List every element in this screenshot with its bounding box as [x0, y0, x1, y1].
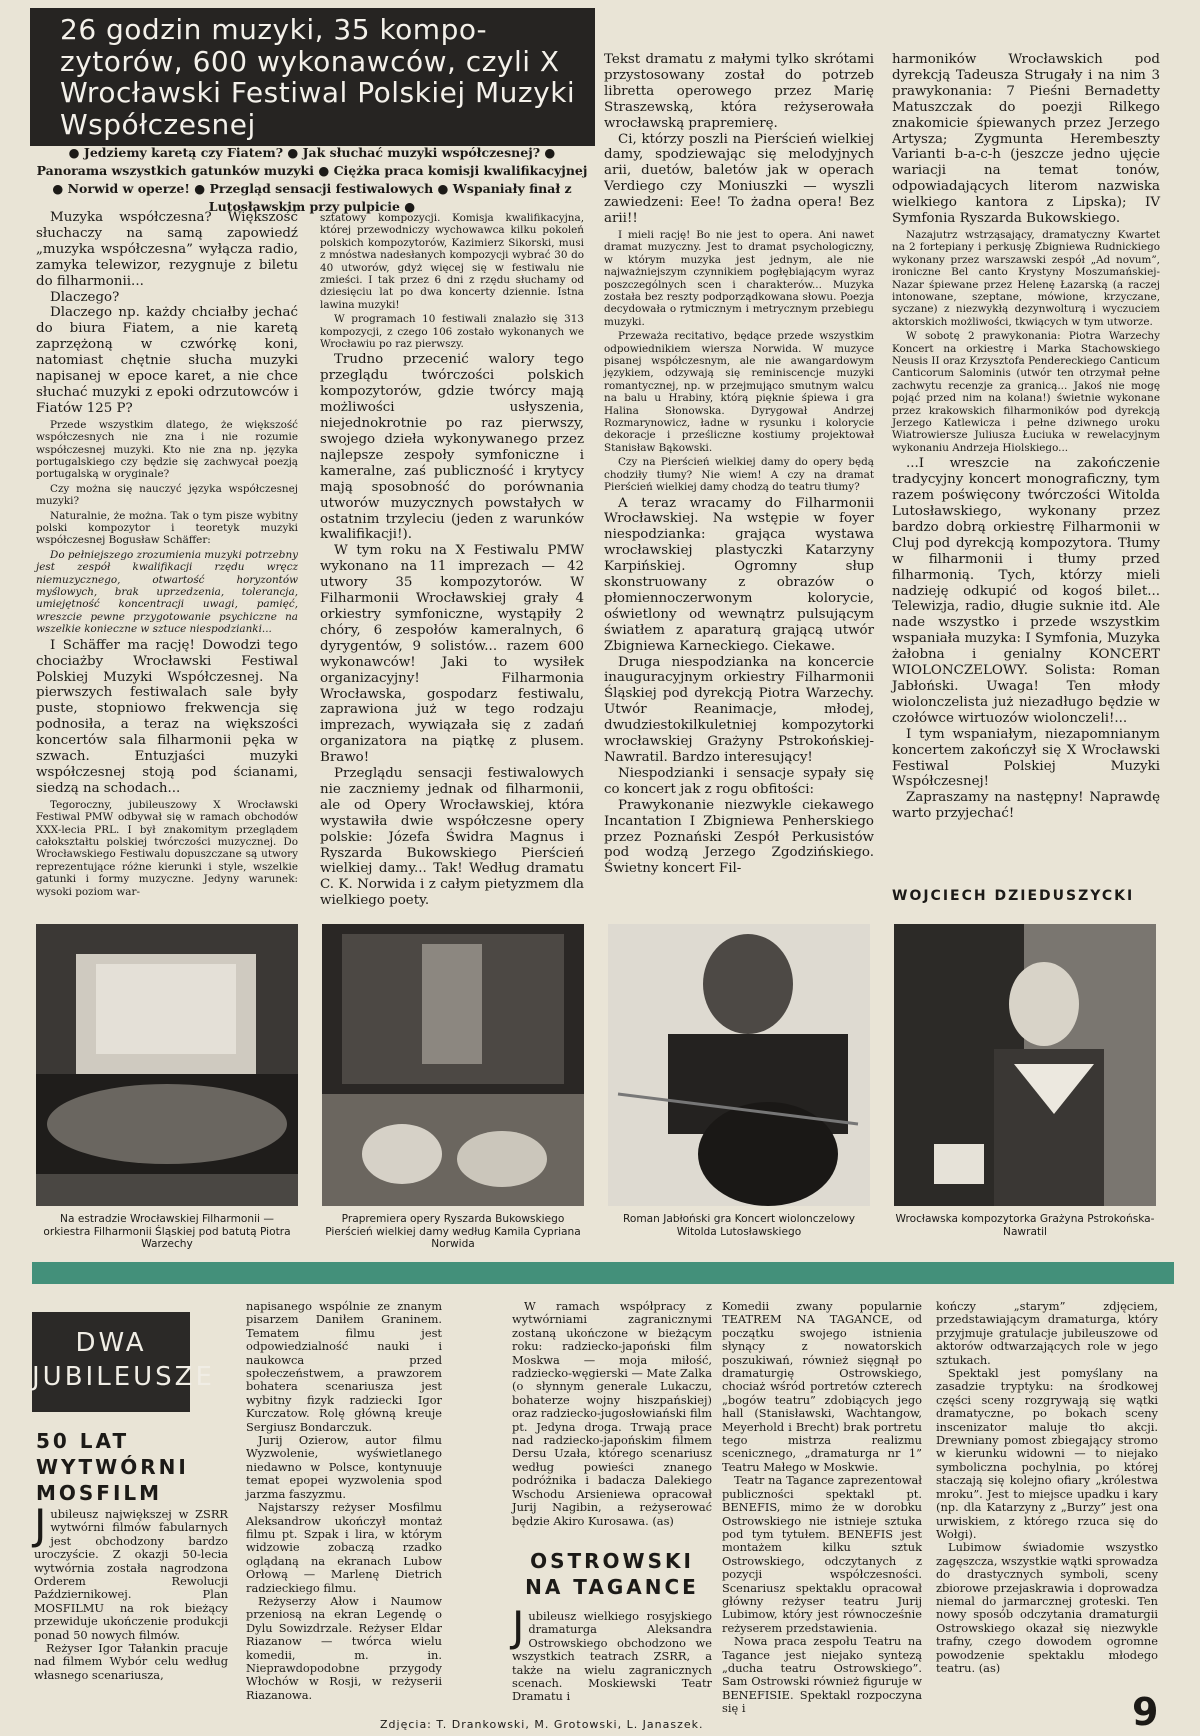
paragraph: Prawykonanie niezwykle ciekawego Incantation I Zbigniewa Penherskiego przez Poznański Zespół Perkusistów pod wodzą Jerzego Zgodzińskiego. Świetny koncert Fil-: [604, 797, 874, 877]
paragraph: Muzyka współczesna? Większość słuchaczy na samą zapowiedź „muzyka współczesna” wyłącza radio, zamyka telewizor, rezygnuje z biletu do filharmonii...: [36, 210, 298, 289]
ostrowski-column-2: [722, 1300, 922, 1716]
paragraph: Przeglądu sensacji festiwalowych nie zaczniemy jednak od filharmonii, ale od Opery Wrocławskiej, która wystawiła dwie współczesne opery polskie: Józefa Świdra Magnus i Ryszarda Bukowskiego Pierścień wielkiej damy... Tak! Według dramatu C. K. Norwida i z całym pietyzmem dla wielkiego poety.: [320, 766, 584, 909]
photo-caption: Prapremiera opery Ryszarda Bukowskiego Pierścień wielkiej damy według Kamila Cypriana Norwida: [325, 1213, 581, 1251]
paragraph: sztatowy kompozycji. Komisja kwalifikacyjna, której przewodniczy wychowawca kilku pokoleń polskich kompozytorów, Kazimierz Sikorski, musi z mnóstwa nadesłanych kompozycji wybrać 30 do 40 utworów, gdyż więcej się w festiwalu nie zmieści. I tak przez 6 dni z rzędu słuchamy od dziesięciu lat po dwa koncerty dziennie. Istna lawina muzyki!: [320, 212, 584, 311]
opera-stage-image: [322, 924, 584, 1206]
paragraph: Przeważa recitativo, będące przede wszystkim odpowiednikiem wiersza Norwida. W muzyce pisanej współczesnym, ale nie awangardowym językiem, odzywają się reminiscencje muzyki romantycznej, np. w przejmująco smutnym walcu na balu u Hrabiny, którą pięknie śpiewa i gra Halina Słonowska. Dyrygował Andrzej Rozmarynowicz, ładne w rysunku i kolorycie dekoracje i prześliczne kostiumy projektował Stanisław Bąkowski.: [604, 330, 874, 454]
paragraph: W sobotę 2 prawykonania: Piotra Warzechy Koncert na orkiestrę i Marka Stachowskiego Neusis II oraz Krzysztofa Pendereckiego Canticum Canticorum Salominis (utwór ten otrzymał pełne zachwytu recenzje za granicą... Jakoś nie mogę pojąć przed nim na kolana!) świetnie wykonane przez krakowskich filharmoników pod dyrekcją Jerzego Katlewicza i pełne dziwnego uroku Wiatrowiersze Juliusza Łuciuka w rewelacyjnym wykonaniu Andrzeja Hiolskiego...: [892, 330, 1160, 454]
paragraph: I Schäffer ma rację! Dowodzi tego chociażby Wrocławski Festiwal Polskiej Muzyki Współczesnej. Na pierwszych festiwalach sale były puste, stopniowo frekwencja się podnosiła, a teraz na większości koncertów sala filharmonii pęka w szwach. Entuzjaści muzyki współczesnej stoją pod ścianami, siedzą na schodach...: [36, 637, 298, 796]
ostrowski-column-1: [512, 1602, 712, 1704]
paragraph: Trudno przecenić walory tego przeglądu twórczości polskich kompozytorów, gdzie twórcy mają możliwości usłyszenia, niejednokrotnie po raz pierwszy, swojego dzieła wykonywanego przez najlepsze zespoły symfoniczne i kameralne, zaś publiczność i krytycy mają sposobność do porównania utworów muzycznych powstałych w ostatnim trzyleciu (jeden z warunków kwalifikacji!).: [320, 352, 584, 543]
paragraph: A teraz wracamy do Filharmonii Wrocławskiej. Na wstępie w foyer niespodzianka: grająca wystawa wrocławskiej plastyczki Katarzyny Karpińskiej. Ogromny słup skonstruowany z obrazów o płomiennoczerwonym kolorycie, oświetlony od wewnątrz pulsującym światłem z aparaturą grającą utwór Zbigniewa Karneckiego. Ciekawe.: [604, 495, 874, 654]
paragraph: Najstarszy reżyser Mosfilmu Aleksandrow ukończył montaż filmu pt. Szpak i lira, w którym widzowie zobaczą rzadko oglądaną na ekranach Lubow Orłową — Marlenę Dietrich radzieckiego filmu.: [246, 1500, 442, 1595]
paragraph: Komedii zwany popularnie TEATREM NA TAGANCE, od początku swojego istnienia słynący z nowatorskich poszukiwań, również sięgnął po dramaturgię Ostrowskiego, chociaż wśród portretów czterech „bogów teatru” zdobiących jego hall (Stanisławski, Wachtangow, Meyerhold i Brecht) brak portretu tego mistrza realizmu scenicznego, „dramaturga nr 1” Teatru Małego w Moskwie.: [722, 1299, 922, 1474]
paragraph: Naturalnie, że można. Tak o tym pisze wybitny polski kompozytor i teoretyk muzyki współczesnej Bogusław Schäffer:: [36, 509, 298, 547]
paragraph: Dlaczego?: [50, 289, 120, 305]
headline-box: [30, 8, 595, 146]
photo-caption: Na estradzie Wrocławskiej Filharmonii — orkiestra Filharmonii Śląskiej pod batutą Piotra Warzechy: [43, 1213, 291, 1251]
section-divider: [32, 1262, 1174, 1284]
paragraph: napisanego wspólnie ze znanym pisarzem Daniłem Graninem. Tematem filmu jest odpowiedzialność nauki i naukowca przed społeczeństwem, a prawzorem bohatera scenariusza jest wybitny fizyk radziecki Igor Kurczatow. Rolę główną kreuje Sergiusz Bondarczuk.: [246, 1299, 442, 1434]
photo-orchestra: [36, 924, 298, 1206]
paragraph: W programach 10 festiwali znalazło się 313 kompozycji, z czego 106 zostało wykonanych we Wrocławiu po raz pierwszy.: [320, 313, 584, 351]
paragraph: Reżyser Igor Tałankin pracuje nad filmem Wybór celu według własnego scenariusza,: [34, 1641, 228, 1682]
photo-caption: Roman Jabłoński gra Koncert wiolonczelowy Witolda Lutosławskiego: [622, 1213, 856, 1238]
article-column-3: [604, 52, 874, 877]
article-column-2: [320, 210, 584, 909]
paragraph: Druga niespodzianka na koncercie inauguracyjnym orkiestry Filharmonii Śląskiej pod dyrekcją Piotra Warzechy. Utwór Reanimacje, młodej, dwudziestokilkuletniej kompozytorki wrocławskiej Grażyny Pstrokońskiej-Nawratil. Bardzo interesujący!: [604, 654, 874, 765]
paragraph: I mieli rację! Bo nie jest to opera. Ani nawet dramat muzyczny. Jest to dramat psychologiczny, w którym muzyka jest jednym, ale nie najważniejszym czynnikiem pogłębiającym wyraz poszczególnych scen i charakterów... Muzyka została bez reszty podporządkowana słowu. Poezja decydowała o rytmicznym i metrycznym przebiegu muzyki.: [604, 228, 874, 328]
ostrowski-column-3: [936, 1300, 1158, 1675]
paragraph: Jurij Ozierow, autor filmu Wyzwolenie, wyświetlanego niedawno w Polsce, kontynuuje temat epopei wyzwolenia spod jarzma faszyzmu.: [246, 1433, 442, 1501]
ostrowski-title: OSTROWSKI NA TAGANCE: [525, 1549, 699, 1599]
paragraph: I tym wspaniałym, niezapomnianym koncertem zakończył się X Wrocławski Festiwal Polskiej Muzyki Współczesnej!: [892, 726, 1160, 790]
paragraph: Niespodzianki i sensacje sypały się co koncert jak z rogu obfitości:: [604, 765, 874, 797]
mosfilm-column-1: [34, 1500, 228, 1682]
mosfilm-title: 50 LAT WYTWÓRNI MOSFILM: [36, 1429, 189, 1505]
headline: 26 godzin muzyki, 35 kompozytorów, 600 wykonawców, czyli X Wrocławski Festiwal Polskiej Muzyki Współczesnej: [60, 13, 576, 141]
section-banner: DWA JUBILEUSZE: [32, 1312, 190, 1412]
paragraph: Jubileusz największej w ZSRR wytwórni filmów fabularnych jest obchodzony bardzo uroczyście. Z okazji 50-lecia wytwórnia została nagrodzona Orderem Rewolucji Październikowej. Plan MOSFILMU na rok bieżący przewiduje ukończenie produkcji ponad 50 nowych filmów.: [34, 1500, 228, 1642]
photo-credits: Zdjęcia: T. Drankowski, M. Grotowski, L. Janaszek.: [380, 1718, 704, 1731]
paragraph: Reżyserzy Ałow i Naumow przeniosą na ekran Legendę o Dylu Sowizdrzale. Reżyser Eldar Riazanow — twórca wielu komedii, m. in. Nieprawdopodobne przygody Włochów w Rosji, w reżyserii Riazanowa.: [246, 1593, 442, 1702]
paragraph: Dlaczego np. każdy chciałby jechać do biura Fiatem, a nie karetą zaprzężoną w czwórkę koni, natomiast chętnie słucha muzyki napisanej w epoce karet, a nie chce słuchać muzyki z epoki odrzutowców i Fiatów 125 P?: [36, 305, 298, 416]
paragraph: ...I wreszcie na zakończenie tradycyjny koncert monograficzny, tym razem poświęcony twórczości Witolda Lutosławskiego, wykonany przez bardzo dobrą orkiestrę Filharmonii w Cluj pod dyrekcją kompozytora. Tłumy w filharmonii i tłumy przed filharmonią. Tych, którzy mieli nadzieję odkupić od kogoś bilet... Telewizja, radio, długie suknie itd. Ale nade wszystko i przede wszystkim wspaniała muzyka: I Symfonia, Muzyka żałobna i genialny KONCERT WIOLONCZELOWY. Solista: Roman Jabłoński. Uwaga! Ten młody wiolonczelista już niezadługo będzie w czołówce wirtuozów wiolonczeli!...: [892, 456, 1160, 726]
paragraph: Spektakl jest pomyślany na zasadzie tryptyku: na środkowej części sceny rozgrywają się wątki dramatyczne, po bokach sceny inscenizator maluje tło akcji. Drewniany pomost zbiegający stromo w kierunku widowni — to niejako symboliczna pochylnia, po której staczają się kolejno ofiary „królestwa mroku”. Jest to miejsce upadku i kary (np. dla Katarzyny z „Burzy” jest ona urwiskiem, z którego rzuca się do Wołgi).: [936, 1366, 1158, 1541]
drop-cap: J: [512, 1602, 525, 1651]
photo-opera: [322, 924, 584, 1206]
mosfilm-column-3: [512, 1300, 712, 1528]
article-column-1: [36, 210, 298, 900]
paragraph: Czy można się nauczyć języka współczesnej muzyki?: [36, 482, 298, 508]
orchestra-image: [36, 924, 298, 1206]
paragraph: Czy na Pierścień wielkiej damy do opery będą chodziły tłumy? Nie wiem! A czy na dramat Pierścień wielkiej damy chodzą do teatru tłumy?: [604, 456, 874, 494]
paragraph: Nazajutrz wstrząsający, dramatyczny Kwartet na 2 fortepiany i perkusję Zbigniewa Rudnickiego wykonany przez warszawski zespół „Ad novum”, ironiczne Bel canto Krystyny Moszumańskiej-Nazar śpiewane przez Helenę Łazarską (a raczej intonowane, szeptane, mówione, krzyczane, syczane) z niezwykłą dezynwolturą i wyczuciem aktorskich możliwości, tkwiących w tym utworze.: [892, 228, 1160, 328]
paragraph: Jubileusz wielkiego rosyjskiego dramaturga Aleksandra Ostrowskiego obchodzono we wszystkich teatrach ZSRR, a także na wielu zagranicznych scenach. Moskiewski Teatr Dramatu i: [512, 1602, 712, 1704]
photo-composer: [894, 924, 1156, 1206]
quote: Do pełniejszego zrozumienia muzyki potrzebny jest zespół kwalifikacji rzędu wręcz niemuzycznego, otwartość horyzontów myślowych, brak uprzedzenia, tolerancja, umiejętność koncentracji uwagi, pamięć, wreszcie pewne przygotowanie psychiczne na wszelkie konieczne w sztuce niespodzianki...: [36, 548, 299, 636]
contents-line: ● Jedziemy karetą czy Fiatem? ● Jak słuchać muzyki współczesnej? ● Panorama wszystkich gatunków muzyki ● Ciężka praca komisji kwalifikacyjnej ● Norwid w operze! ● Przegląd sensacji festiwalowych ● Wspaniały finał z Lutosławskim przy pulpicie ●: [36, 145, 588, 214]
paragraph: Lubimow świadomie wszystko zagęszcza, wszystkie wątki sprowadza do drastycznych symboli, sceny zbiorowe przejaskrawia i doprowadza niemal do jarmarcznej groteski. Ten nowy sposób odczytania dramaturgii Ostrowskiego okazał się niezwykle trafny, czego dowodem ogromne powodzenie spektaklu młodego teatru. (as): [936, 1540, 1158, 1675]
paragraph: harmoników Wrocławskich pod dyrekcją Tadeusza Strugały i na nim 3 prawykonania: 7 Pieśni Bernadetty Matuszczak do poezji Rilkego znakomicie śpiewanych przez Jerzego Artysza; Zygmunta Herembeszty Varianti b-a-c-h (jeszcze jedno ujęcie wariacji na temat tonów, odpowiadających literom nazwiska wielkiego kantora z Lipska); IV Symfonia Ryszarda Bukowskiego.: [892, 52, 1160, 227]
paragraph: Tegoroczny, jubileuszowy X Wrocławski Festiwal PMW odbywał się w ramach obchodów XXX-lecia PRL. I był znakomitym przeglądem całokształtu polskiej twórczości muzycznej. Do Wrocławskiego Festiwalu dopuszczane są utwory reprezentujące różne kierunki i style, wszelkie gatunki i formy muzyczne. Jedyny warunek: wysoki poziom war-: [36, 798, 298, 898]
paragraph: Zapraszamy na następny! Naprawdę warto przyjechać!: [892, 790, 1160, 822]
article-column-4: [892, 52, 1160, 822]
paragraph: W ramach współpracy z wytwórniami zagranicznymi zostaną ukończone w bieżącym roku: radziecko-japoński film Moskwa — moja miłość, radziecko-węgierski — Mate Zalka (o słynnym generale Lukaczu, bohaterze wojny hiszpańskiej) oraz radziecko-jugosłowiański film pt. Jedyna droga. Trwają prace nad radziecko-japońskim filmem Dersu Uzała, którego scenariusz według powieści znanego podróżnika i badacza Dalekiego Wschodu Arsieniewa opracował Jurij Nagibin, a reżyserować będzie Akiro Kurosawa. (as): [512, 1299, 712, 1528]
paragraph: Ci, którzy poszli na Pierścień wielkiej damy, spodziewając się melodyjnych arii, duetów, baletów jak w operach Verdiego czy Moniuszki — wyszli zawiedzeni: Eee! To żadna opera! Bez arii!!: [604, 131, 874, 227]
paragraph: W tym roku na X Festiwalu PMW wykonano na 11 imprezach — 42 utwory 35 kompozytorów. W Filharmonii Wrocławskiej grały 4 orkiestry symfoniczne, wystąpiły 2 chóry, 6 zespołów kameralnych, 6 dyrygentów, 9 solistów... razem 600 wykonawców! Jaki to wysiłek organizacyjny! Filharmonia Wrocławska, gospodarz festiwalu, zaprawiona już w tego rodzaju imprezach, wywiązała się z zadań organizatora na piątkę z plusem. Brawo!: [320, 543, 584, 766]
paragraph: Przede wszystkim dlatego, że większość współczesnych nie zna i nie rozumie współczesnej muzyki. Kto nie zna np. języka portugalskiego czy będzie się zachwycał poezją portugalską w oryginale?: [36, 418, 298, 481]
paragraph: Nowa praca zespołu Teatru na Tagance jest niejako syntezą „ducha teatru Ostrowskiego”. Sam Ostrowski również figuruje w BENEFISIE. Spektakl rozpoczyna się i: [722, 1634, 922, 1716]
paragraph: kończy „starym” zdjęciem, przedstawiającym dramaturga, który przyjmuje gratulacje jubileuszowe od aktorów odtwarzających role w jego sztukach.: [936, 1299, 1158, 1367]
paragraph: Tekst dramatu z małymi tylko skrótami przystosowany został do potrzeb libretta operowego przez Marię Straszewską, która reżyserowała wrocławską prapremierę.: [604, 52, 874, 131]
author-signature: WOJCIECH DZIEDUSZYCKI: [892, 888, 1135, 904]
photo-cellist: [608, 924, 870, 1206]
page-number: 9: [1132, 1690, 1159, 1734]
mosfilm-column-2: [246, 1300, 442, 1702]
composer-portrait-image: [894, 924, 1156, 1206]
paragraph: Teatr na Tagance zaprezentował publiczności spektakl pt. BENEFIS, mimo że w dorobku Ostrowskiego nie istnieje sztuka pod tym tytułem. BENEFIS jest montażem kilku sztuk Ostrowskiego, odczytanych z pozycji współczesności. Scenariusz spektaklu opracował główny reżyser teatru Jurij Lubimow, który jest równocześnie reżyserem przedstawienia.: [722, 1473, 922, 1635]
cellist-image: [608, 924, 870, 1206]
photo-caption: Wrocławska kompozytorka Grażyna Pstrokońska-Nawratil: [895, 1213, 1155, 1238]
drop-cap: J: [34, 1500, 47, 1549]
